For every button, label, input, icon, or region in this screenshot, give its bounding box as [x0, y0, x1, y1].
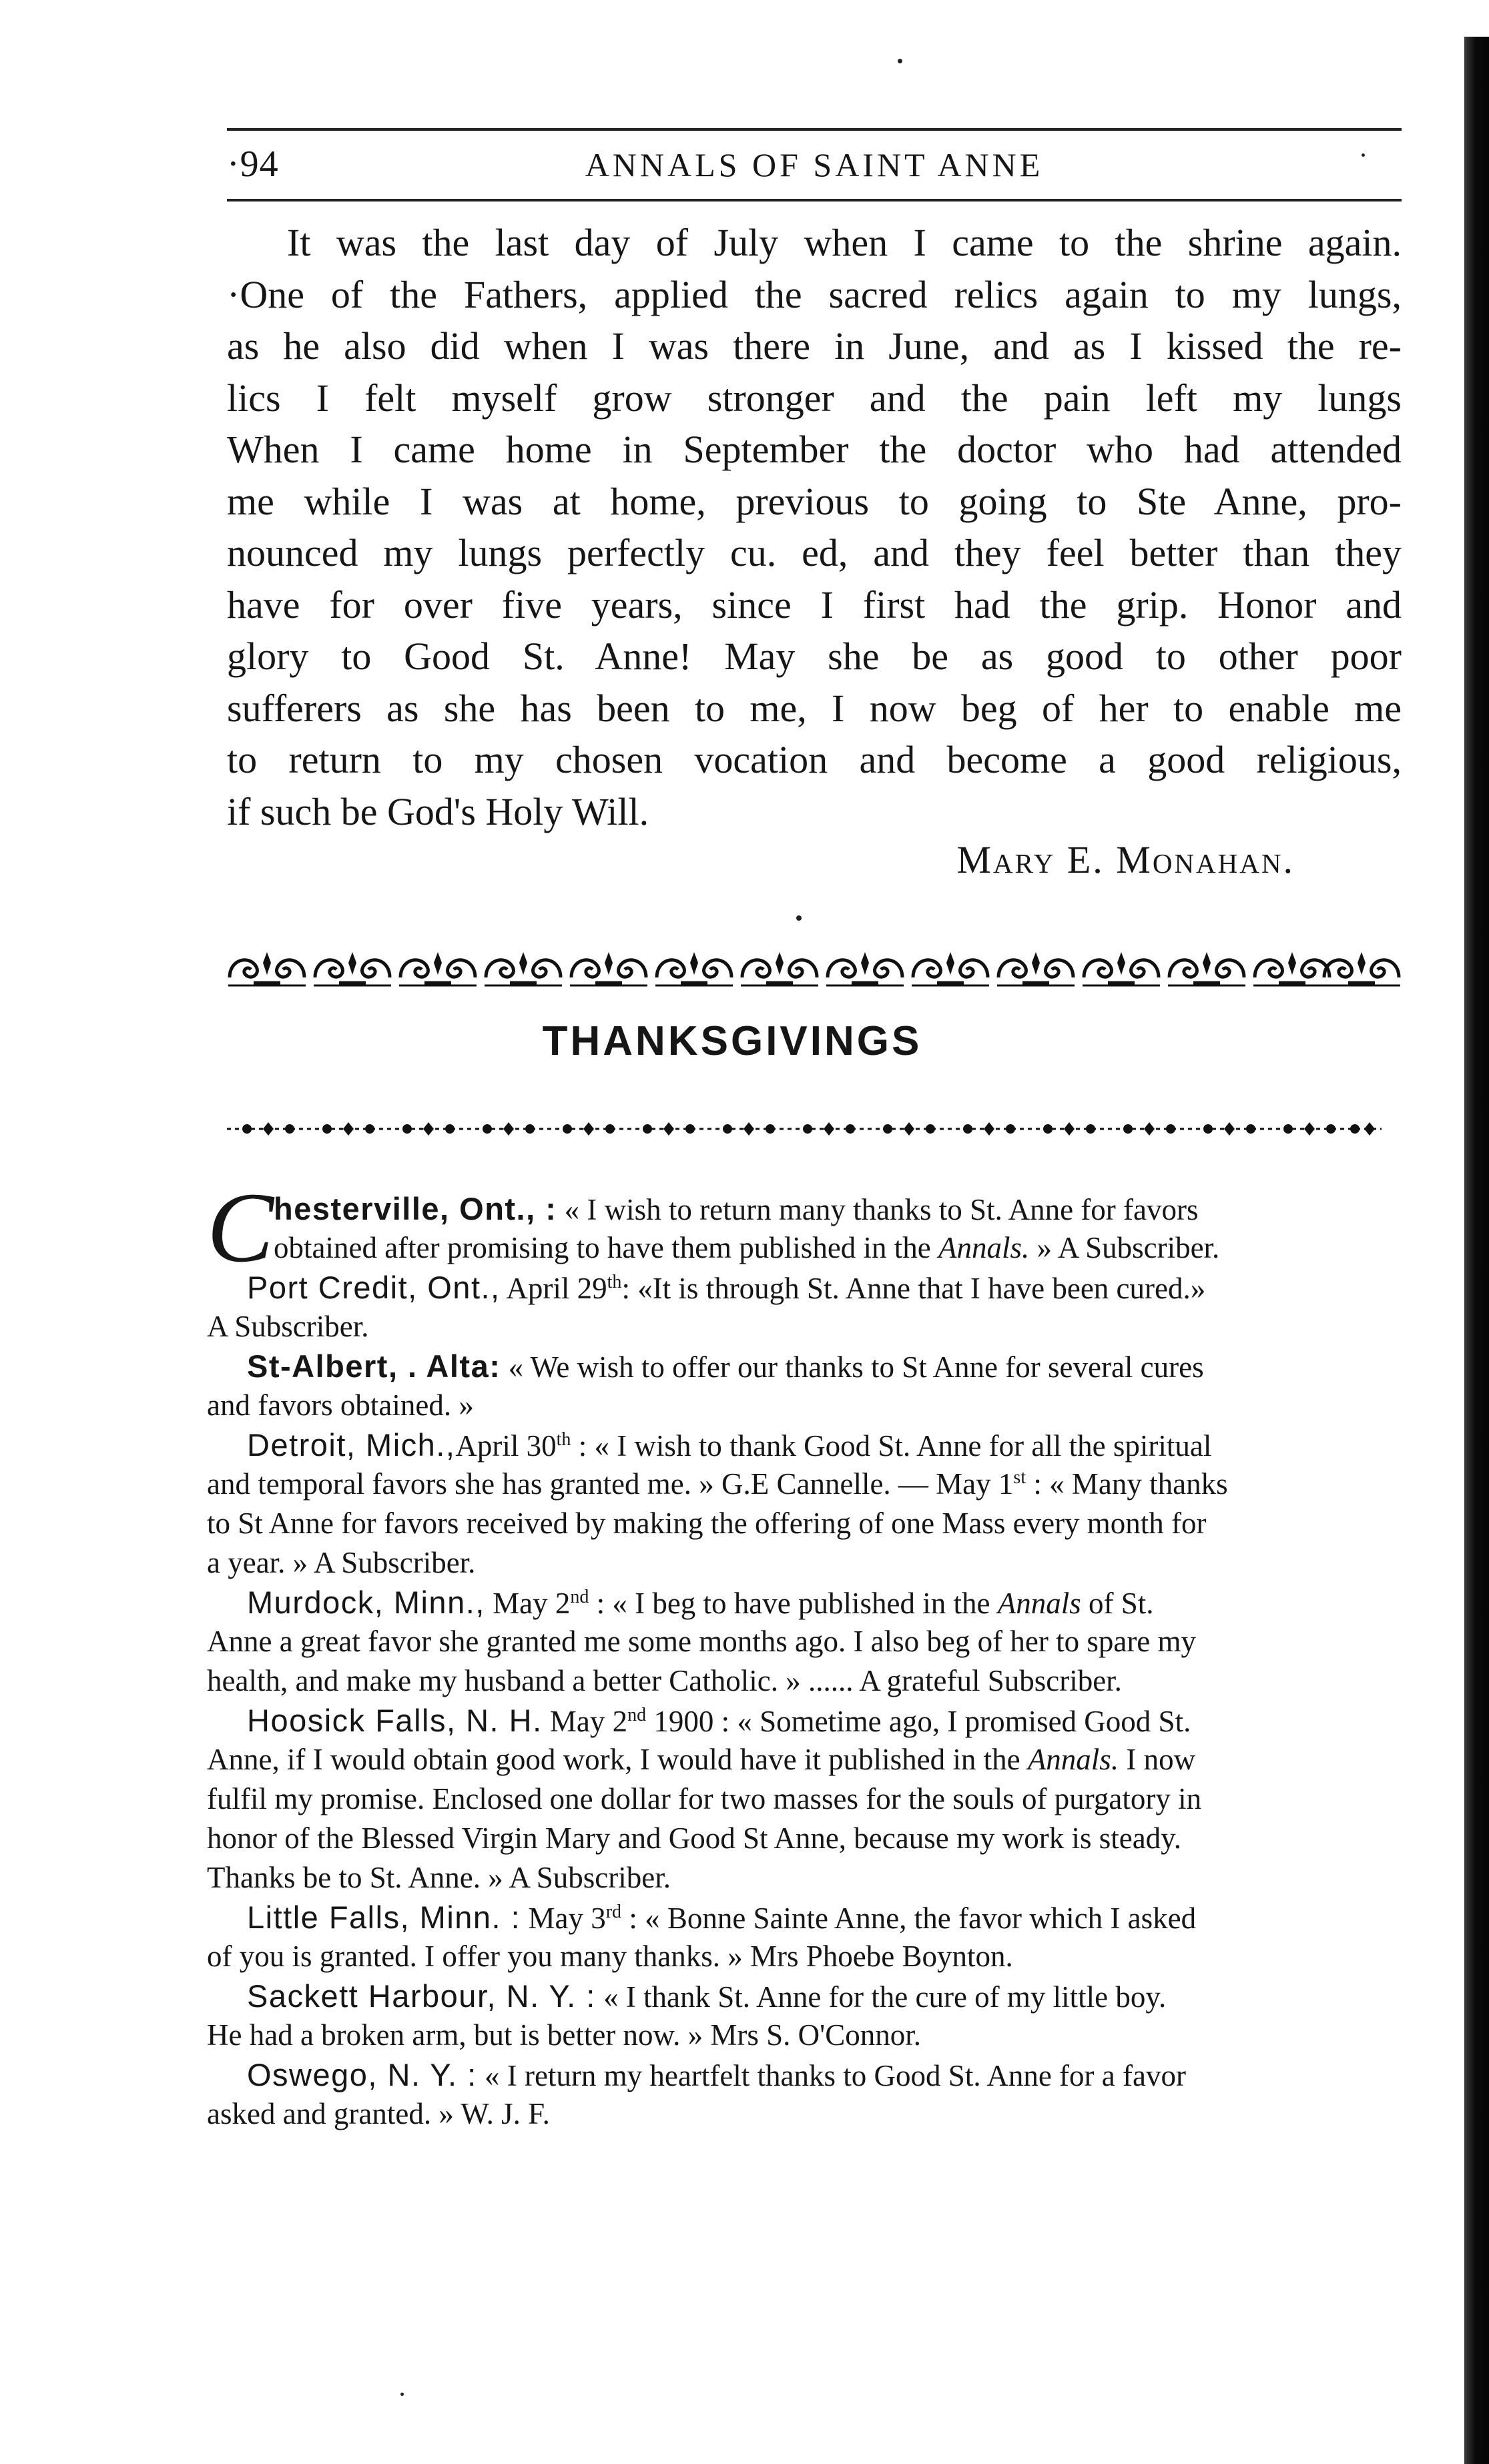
- entry-text: « I thank St. Anne for the cure of my little boy.: [603, 1980, 1167, 2014]
- ordinal-suffix: th: [607, 1272, 622, 1292]
- entry-text: to St Anne for favors received by making the offering of one Mass every month for: [207, 1507, 1207, 1540]
- ordinal-suffix: rd: [605, 1902, 622, 1922]
- entry-text: May 2: [549, 1705, 628, 1738]
- thanksgiving-entry: [207, 2055, 1382, 2134]
- entry-place: Sackett Harbour, N. Y. :: [247, 1978, 596, 2014]
- ordinal-suffix: nd: [570, 1587, 589, 1607]
- entry-text: A Subscriber.: [207, 1310, 369, 1343]
- entry-text: : « I wish to thank Good St. Anne for all the spiritual: [578, 1429, 1212, 1463]
- letter-line: me while I was at home, previous to going to Ste Anne, pro-: [227, 479, 1402, 523]
- entry-text: He had a broken arm, but is better now. » Mrs S. O'Connor.: [207, 2018, 922, 2052]
- entry-text: I now: [1126, 1743, 1196, 1776]
- entry-text: : « I beg to have published in the: [596, 1587, 990, 1620]
- running-title: ANNALS OF SAINT ANNE: [585, 146, 1044, 183]
- entry-place: Hoosick Falls, N. H.: [247, 1703, 543, 1738]
- entry-text: » A Subscriber.: [1036, 1231, 1220, 1264]
- entry-text: and favors obtained. »: [207, 1388, 474, 1422]
- entry-place: Murdock, Minn.,: [247, 1585, 485, 1620]
- letter-body: [227, 217, 1402, 837]
- entry-text: of you is granted. I offer you many thanks. » Mrs Phoebe Boynton.: [207, 1940, 1013, 1973]
- entry-text: « We wish to offer our thanks to St Anne for several cures: [508, 1350, 1204, 1384]
- entry-italic: Annals: [997, 1587, 1081, 1620]
- entry-text: of St.: [1088, 1587, 1154, 1620]
- chain-ornament-icon: [227, 1119, 1382, 1139]
- letter-line: nounced my lungs perfectly cu. ed, and they feel better than they: [227, 531, 1402, 574]
- entry-text: Anne, if I would obtain good work, I would have it published in the: [207, 1743, 1020, 1776]
- section-title: THANKSGIVINGS: [542, 1018, 922, 1064]
- letter-line: to return to my chosen vocation and become a good religious,: [227, 738, 1402, 781]
- entry-text: : « Bonne Sainte Anne, the favor which I asked: [629, 1902, 1197, 1935]
- drop-cap: C: [207, 1172, 274, 1283]
- ink-speck: [400, 2393, 404, 2396]
- ink-speck: [796, 915, 802, 921]
- entry-text: Anne a great favor she granted me some months ago. I also beg of her to spare my: [207, 1625, 1197, 1658]
- entry-place: Little Falls, Minn. :: [247, 1900, 521, 1935]
- entry-text: a year. » A Subscriber.: [207, 1546, 476, 1579]
- entry-text: April 30: [455, 1429, 557, 1463]
- page-number: ·94: [227, 143, 279, 185]
- thanksgiving-entry: [207, 1976, 1382, 2055]
- entry-text: : «It is through St. Anne that I have been cured.»: [621, 1272, 1206, 1305]
- letter-line: It was the last day of July when I came to the shrine again.: [287, 221, 1402, 264]
- letter-line: ·One of the Fathers, applied the sacred relics again to my lungs,: [227, 272, 1402, 316]
- thanksgiving-entry: [207, 1583, 1382, 1701]
- page-binding-edge: [1464, 37, 1489, 2464]
- ink-speck: [898, 59, 902, 63]
- entry-place: Detroit, Mich.,: [247, 1427, 456, 1463]
- entry-place: St-Albert, . Alta:: [247, 1348, 501, 1384]
- entry-text: « I return my heartfelt thanks to Good St. Anne for a favor: [484, 2059, 1186, 2092]
- thanksgiving-entry: [207, 1425, 1382, 1583]
- entry-text: and temporal favors she has granted me. » G.E Cannelle. — May 1: [207, 1467, 1014, 1501]
- chain-rule: [227, 1119, 1382, 1139]
- entry-place: Port Credit, Ont.,: [247, 1270, 501, 1305]
- letter-signature: Mary E. Monahan.: [956, 838, 1295, 881]
- letter-line: as he also did when I was there in June, and as I kissed the re-: [227, 324, 1402, 368]
- thanksgiving-entry: [207, 1346, 1382, 1425]
- entry-text: Thanks be to St. Anne. » A Subscriber.: [207, 1861, 671, 1894]
- entry-italic: Annals.: [1027, 1743, 1119, 1776]
- thanksgiving-entry: [207, 1701, 1382, 1898]
- entry-text: health, and make my husband a better Catholic. » ...... A grateful Subscriber.: [207, 1664, 1122, 1697]
- ornament-band: [227, 944, 1402, 991]
- letter-line: When I came home in September the doctor who had attended: [227, 428, 1402, 471]
- entry-text: fulfil my promise. Enclosed one dollar for two masses for the souls of purgatory in: [207, 1782, 1202, 1815]
- ordinal-suffix: nd: [627, 1705, 647, 1725]
- entry-text: honor of the Blessed Virgin Mary and Good St Anne, because my work is steady.: [207, 1821, 1181, 1855]
- entry-text: 1900 : « Sometime ago, I promised Good St.: [653, 1705, 1191, 1738]
- entry-place: Oswego, N. Y. :: [247, 2057, 477, 2092]
- entry-text: asked and granted. » W. J. F.: [207, 2097, 550, 2130]
- entry-place: hesterville, Ont., :: [274, 1191, 557, 1226]
- entry-text: : « Many thanks: [1033, 1467, 1228, 1501]
- letter-line: have for over five years, since I first had the grip. Honor and: [227, 582, 1402, 627]
- entry-text: May 3: [528, 1902, 606, 1935]
- ordinal-suffix: st: [1013, 1467, 1026, 1488]
- letter-line: sufferers as she has been to me, I now beg of her to enable me: [227, 686, 1402, 730]
- ordinal-suffix: th: [556, 1429, 571, 1450]
- entry-text: obtained after promising to have them published in the: [274, 1231, 931, 1264]
- entry-text: « I wish to return many thanks to St. Anne for favors: [564, 1193, 1199, 1226]
- thanksgiving-entry: [207, 1172, 1382, 1283]
- thanksgiving-entry: [207, 1898, 1382, 1976]
- letter-line: glory to Good St. Anne! May she be as good to other poor: [227, 635, 1402, 678]
- entry-text: April 29: [506, 1272, 607, 1305]
- running-head: [227, 128, 1402, 201]
- letter-line: if such be God's Holy Will.: [227, 789, 649, 833]
- entry-text: May 2: [493, 1587, 571, 1620]
- letter-line: lics I felt myself grow stronger and the pain left my lungs: [227, 376, 1402, 420]
- scroll-ornament-icon: [227, 944, 1402, 991]
- thanksgiving-entry: [207, 1268, 1382, 1346]
- thanksgivings-list: [207, 1172, 1382, 2134]
- entry-italic: Annals.: [938, 1231, 1030, 1264]
